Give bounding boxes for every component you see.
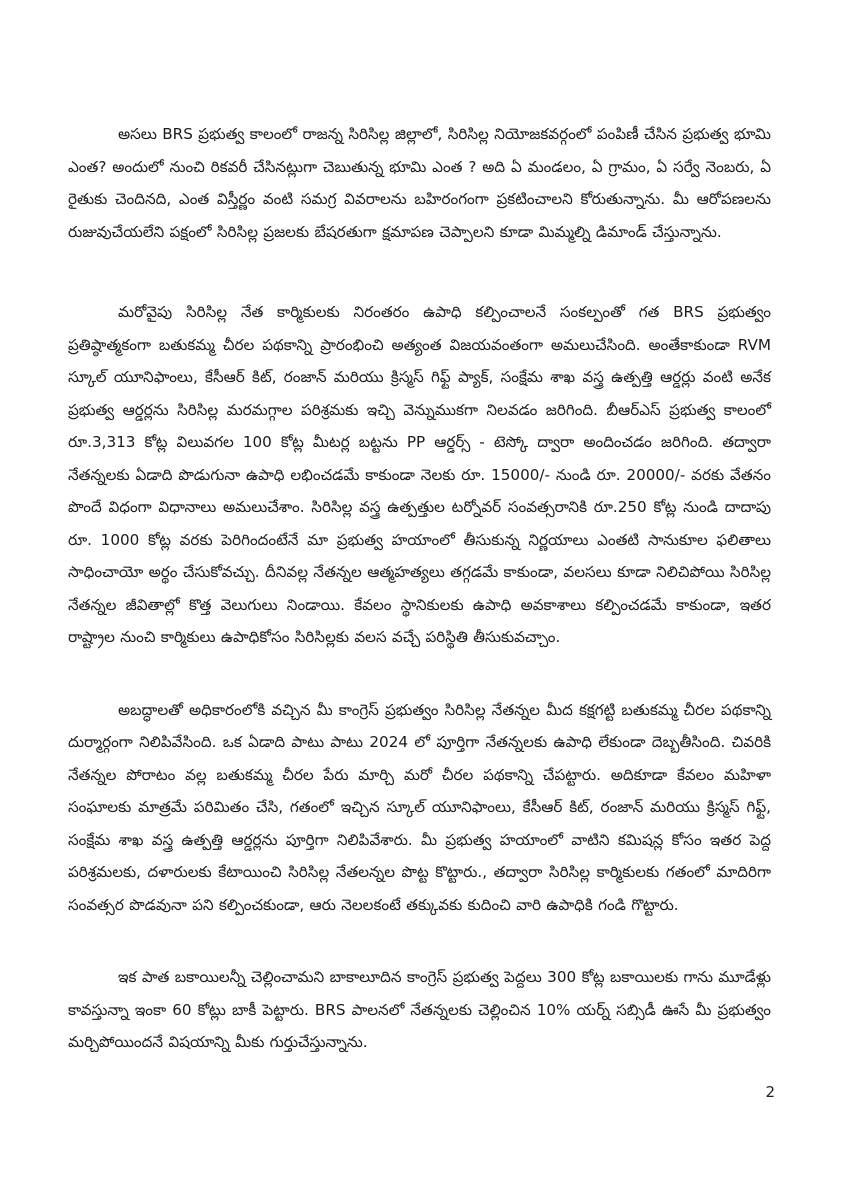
paragraph-congress-scheme-halt: అబద్ధాలతో అధికారంలోకి వచ్చిన మీ కాంగ్రెస్ ప్రభుత్వం సిరిసిల్ల నేతన్నల మీద కక్షగట్టి బతుకమ్మ చీరల పథకాన్ని దుర్మార్గంగా నిలిపివేసింది. ఒక ఏడాది పాటు పాటు 2024 లో పూర్తిగా నేతన్నలకు ఉపాధి లేకుండా దెబ్బతీసింది. చివరికి నేతన్నల పోరాటం వల్ల బతుకమ్మ చీరల పేరు మార్చి మరో చీరల పథకాన్ని చేపట్టారు. అదికూడా కేవలం మహిళా సంఘాలకు మాత్రమే పరిమితం చేసి, గతంలో ఇచ్చిన స్కూల్ యూనిఫాంలు, కేసీఆర్ కిట్, రంజాన్ మరియు క్రిస్మస్ గిఫ్ట్, సంక్షేమ శాఖ వస్త్ర ఉత్పత్తి ఆర్డర్లను పూర్తిగా నిలిపివేశారు. మీ ప్రభుత్వ హయాంలో వాటిని కమిషన్ల కోసం ఇతర పెద్ద పరిశ్రమలకు, దళారులకు కేటాయించి సిరిసిల్ల నేతలన్నల పొట్ట కొట్టారు., తద్వారా సిరిసిల్ల కార్మికులకు గతంలో మాదిరిగా సంవత్సర పొడవునా పని కల్పించకుండా, ఆరు నెలలకంటే తక్కువకు కుదించి వారి ఉపాధికి గండి గొట్టారు. [68,700,771,914]
page-number: 2 [765,1083,775,1101]
paragraph-brs-weaver-schemes: మరోవైపు సిరిసిల్ల నేత కార్మికులకు నిరంతరం ఉపాధి కల్పించాలనే సంకల్పంతో గత BRS ప్రభుత్వం ప్రతిష్ఠాత్మకంగా బతుకమ్మ చీరల పథకాన్ని ప్రారంభించి అత్యంత విజయవంతంగా అమలుచేసింది. అంతేకాకుండా RVM స్కూల్ యూనిఫాంలు, కేసీఆర్ కిట్, రంజాన్ మరియు క్రిస్మస్ గిఫ్ట్ ప్యాక్, సంక్షేమ శాఖ వస్త్ర ఉత్పత్తి ఆర్డర్లు వంటి అనేక ప్రభుత్వ ఆర్డర్లను సిరిసిల్ల మరమగ్గాల పరిశ్రమకు ఇచ్చి వెన్నుముకగా నిలవడం జరిగింది. బీఆర్ఎస్ ప్రభుత్వ కాలంలో రూ.3,313 కోట్ల విలువగల 100 కోట్ల మీటర్ల బట్టను PP ఆర్డర్స్ - టెస్కో ద్వారా అందించడం జరిగింది. తద్వారా నేతన్నలకు ఏడాది పొడుగునా ఉపాధి లభించడమే కాకుండా నెలకు రూ. 15000/- నుండి రూ. 20000/- వరకు వేతనం పొందే విధంగా విధానాలు అమలుచేశాం. సిరిసిల్ల వస్త్ర ఉత్పత్తుల టర్నోవర్ సంవత్సరానికి రూ.250 కోట్ల నుండి దాదాపు రూ. 1000 కోట్ల వరకు పెరిగిందంటేనే మా ప్రభుత్వ హయాంలో తీసుకున్న నిర్ణయాలు ఎంతటి సానుకూల ఫలితాలు సాధించాయో అర్థం చేసుకోవచ్చు. దీనివల్ల నేతన్నల ఆత్మహత్యలు తగ్గడమే కాకుండా, వలసలు కూడా నిలిచిపోయి సిరిసిల్ల నేతన్నల జీవితాల్లో కొత్త వెలుగులు నిండాయి. కేవలం స్థానికులకు ఉపాధి అవకాశాలు కల్పించడమే కాకుండా, ఇతర రాష్ట్రాల నుంచి కార్మికులు ఉపాధికోసం సిరిసిల్లకు వలస వచ్చే పరిస్థితి తీసుకువచ్చాం. [68,303,771,646]
paragraph-pending-dues: ఇక పాత బకాయిలన్నీ చెల్లించామని బాకాలూదిన కాంగ్రెస్ ప్రభుత్వ పెద్దలు 300 కోట్ల బకాయిలకు గాను మూడేళ్లు కావస్తున్నా ఇంకా 60 కోట్లు బాకీ పెట్టారు. BRS పాలనలో నేతన్నలకు చెల్లించిన 10% యర్న్ సబ్సిడీ ఊసే మీ ప్రభుత్వం మర్చిపోయిందనే విషయాన్ని మీకు గుర్తుచేస్తున్నాను. [68,968,771,1051]
paragraph-land-distribution-query: అసలు BRS ప్రభుత్వ కాలంలో రాజన్న సిరిసిల్ల జిల్లాలో, సిరిసిల్ల నియోజకవర్గంలో పంపిణీ చేసిన ప్రభుత్వ భూమి ఎంత? అందులో నుంచి రికవరీ చేసినట్లుగా చెబుతున్న భూమి ఎంత ? అది ఏ మండలం, ఏ గ్రామం, ఏ సర్వే నెంబరు, ఏ రైతుకు చెందినది, ఎంత విస్తీర్ణం వంటి సమగ్ర వివరాలను బహిరంగంగా ప్రకటించాలని కోరుతున్నాను. మీ ఆరోపణలను రుజువుచేయలేని పక్షంలో సిరిసిల్ల ప్రజలకు బేషరతుగా క్షమాపణ చెప్పాలని కూడా మిమ్మల్ని డిమాండ్ చేస్తున్నాను. [68,125,771,241]
